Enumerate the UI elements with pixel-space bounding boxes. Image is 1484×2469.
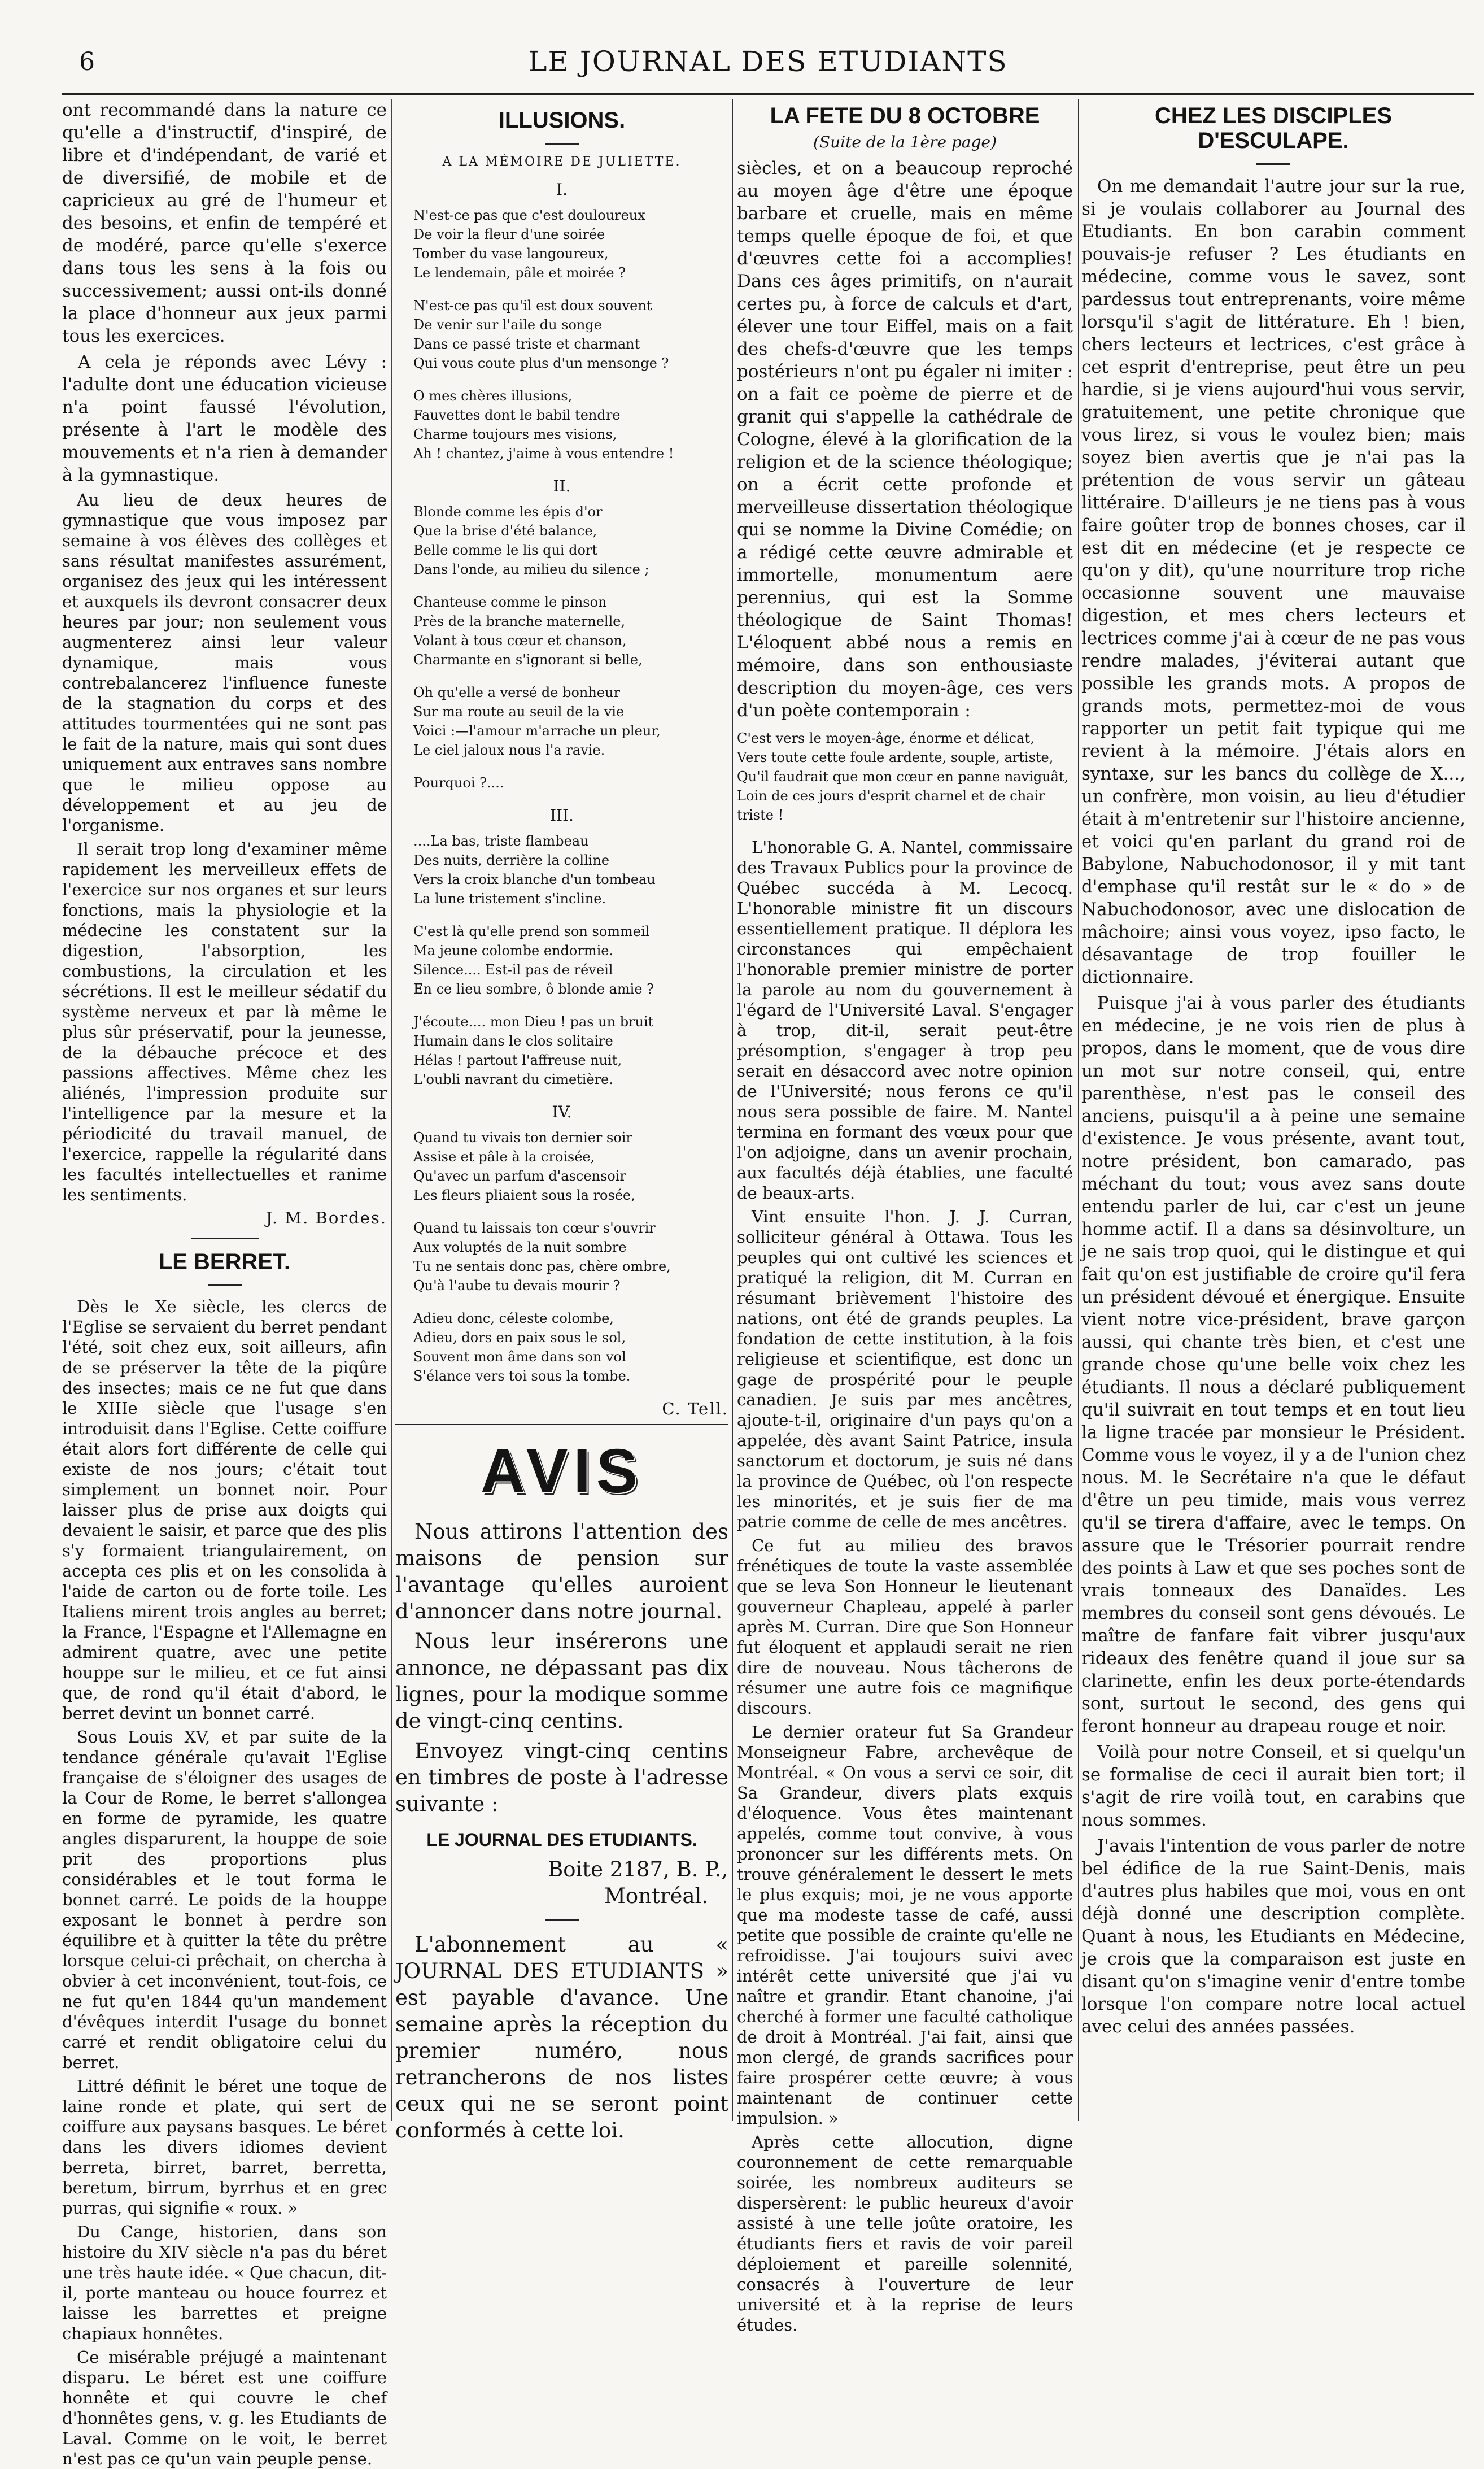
poem-stanza: N'est-ce pas que c'est douloureux De voir la fleur d'une soirée Tomber du vase langoureux, Le lendemain, pâle et moirée ? — [413, 207, 645, 281]
headline-illusions: ILLUSIONS. — [498, 108, 626, 133]
headline-fete-8-octobre: LA FETE DU 8 OCTOBRE — [770, 103, 1040, 128]
article-paragraph: ont recommandé dans la nature ce qu'elle a d'instructif, d'inspiré, de libre et d'indépendant, de varié et de diversifié, de mobile et de capricieux au gré de l'humeur et des besoins, et enfin de tempéré et de modéré, parce qu'elle s'exerce dans tous les sens à la fois ou successivement; aussi ont-ils donné la place d'honneur aux jeux parmi tous les exercices. — [62, 100, 387, 346]
verse-quote: C'est vers le moyen-âge, énorme et délicat, Vers toute cette foule ardente, souple, artiste, Qu'il faudrait que mon cœur en panne naviguât, Loin de ces jours d'esprit charnel et de chair triste ! — [737, 730, 1069, 823]
poem-stanza: Adieu donc, céleste colombe, Adieu, dors en paix sous le sol, Souvent mon âme dans son vol S'élance vers toi sous la tombe. — [413, 1310, 631, 1384]
address-city: Montréal. — [604, 1884, 709, 1908]
separator-rule — [191, 1238, 259, 1239]
notice-paragraph: Nous attirons l'attention des maisons de pension sur l'avantage qu'elles auroient d'annoncer dans notre journal. — [395, 1519, 728, 1623]
article-paragraph: Littré définit le béret une toque de laine ronde et plate, qui sert de coiffure aux paysans basques. Le béret dans les divers idiomes devient berreta, birret, barret, berretta, beretum, birrum, byrrhus et en grec purras, qui signifie « roux. » — [62, 2076, 387, 2218]
article-paragraph: Ce misérable préjugé a maintenant disparu. Le béret est une coiffure honnête et qui couvre le chef d'honnêtes gens, v. g. les Etudiants de Laval. Comme on le voit, le berret n'est pas ce qu'un vain peuple pense. — [62, 2348, 387, 2468]
poem-dedication: A LA MÉMOIRE DE JULIETTE. — [442, 155, 682, 169]
separator-rule — [395, 1424, 728, 1425]
column-rule — [732, 99, 734, 2121]
journal-address-title: LE JOURNAL DES ETUDIANTS. — [426, 1830, 697, 1850]
article-paragraph: On me demandait l'autre jour sur la rue, si je voulais collaborer au Journal des Etudiants. En bon carabin comment pouvais-je refuser ? Les étudiants en médecine, comme vous le savez, sont pardessus tout entreprenants, voire même lorsqu'il s'agit de littérature. Eh ! bien, chers lecteurs et lectrices, c'est grâce à cet esprit d'entreprise, peut être un peu hardie, si je viens aujourd'hui vous servir, gratuitement, une petite chronique que vous lirez, si vous le voulez bien; mais soyez bien avertis que je n'ai pas la prétention de vous servir un gâteau littéraire. D'ailleurs je ne tiens pas à vous faire goûter trop de bonnes choses, car il est dit en médecine (et je respecte ce qu'on y dit), qu'une nourriture trop riche occasionne souvent une mauvaise digestion, et mes chers lecteurs et lectrices comme j'ai à cœur de ne pas vous rendre malades, j'éviterai autant que possible les grands mots. A propos de grands mots, permettez-moi de vous rapporter un petit fait typique qui me revient à la mémoire. J'étais alors en syntaxe, sur les bancs du collège de X..., un confrère, mon voisin, au lieu d'étudier était à m'entretenir sur l'histoire ancienne, et voici qu'en parlant du grand roi de Babylone, Nabuchodonosor, il y mit tant d'emphase qu'il restât sur le « do » de Nabuchodonosor, avec une dislocation de mâchoire; ainsi vous voyez, ipso facto, le désavantage de trop fouiller le dictionnaire. — [1081, 176, 1465, 987]
poem-stanza: C'est là qu'elle prend son sommeil Ma jeune colombe endormie. Silence.... Est-il pas de réveil En ce lieu sombre, ô blonde amie ? — [413, 924, 654, 997]
poem-stanza: Quand tu laissais ton cœur s'ouvrir Aux voluptés de la nuit sombre Tu ne sentais donc pas, chère ombre, Qu'à l'aube tu devais mourir ? — [413, 1220, 671, 1294]
newspaper-title: LE JOURNAL DES ETUDIANTS — [528, 45, 1008, 78]
article-paragraph: Puisque j'ai à vous parler des étudiants en médecine, je ne vois rien de plus à propos, dans le moment, que de vous dire un mot sur notre conseil, qui, entre parenthèse, n'est pas le conseil des anciens, puisqu'il a à peine une semaine d'existence. Je vous présente, avant tout, notre président, bon camarado, pas méchant du tout; vous avez sans doute entendu parler de lui, car c'est un jeune homme actif. Il a dans sa désinvolture, un je ne sais trop quoi, qui le distingue et qui fait qu'on est justifiable de croire qu'il fera un président dévoué et énergique. Ensuite vient notre vice-président, brave garçon aussi, qui chante très bien, et c'est une grande chose qu'une belle voix chez les étudiants. Il nous a déclaré publiquement qu'il suivrait en tout temps et en tout lieu la ligne tracée par monsieur le Président. Comme vous le voyez, il y a de l'union chez nous. M. le Secrétaire n'a que le défaut d'être un peu timide, mais vous verrez qu'il se tirera d'affaire, avec le temps. On assure que le Trésorier pourrait rendre des points à Law et que ses poches sont de vrais tonneaux des Danaïdes. Les membres du conseil sont gens dévoués. Le maître de fanfare fait vibrer jusqu'aux rideaux des fenêtre quand il joue sur sa clarinette, enfin les deux porte-étendards sont, surtout le second, des gens qui feront honneur au drapeau rouge et noir. — [1081, 993, 1465, 1736]
column-3 — [737, 99, 1073, 2335]
column-rule — [1077, 99, 1079, 2121]
stanza-number: II. — [553, 477, 571, 495]
postal-box: Boite 2187, B. P., — [548, 1857, 728, 1882]
article-paragraph: siècles, et on a beaucoup reproché au moyen âge d'être une époque barbare et cruelle, mais en même temps quelle époque de foi, et que d'œuvres cette foi a accomplies! Dans ces âges primitifs, on n'aurait certes pu, à force de calculs et d'art, élever une tour Eiffel, mais on a fait des chefs-d'œuvre que les temps postérieurs n'ont pu égaler ni imiter : on a fait ce poème de pierre et de granit qui s'appelle la cathédrale de Cologne, élevé à la glorification de la religion et de la science théologique; on a écrit cette profonde et merveilleuse dissertation théologique qui se nomme la Divine Comédie; on a rédigé cette œuvre admirable et immortelle, monumentum aere perennius, qui est la Somme théologique de Saint Thomas! L'éloquent abbé nous a remis en mémoire, dans son enthousiaste description du moyen-âge, ces vers d'un poète contemporain : — [737, 158, 1073, 721]
separator-rule — [1256, 163, 1290, 165]
column-2 — [395, 99, 728, 2143]
column-1 — [62, 99, 387, 2468]
separator-rule — [208, 1284, 242, 1286]
article-paragraph: Après cette allocution, digne couronnement de cette remarquable soirée, les nombreux auditeurs se dispersèrent: le public heureux d'avoir assisté à une telle joûte oratoire, les étudiants fiers et ravis de voir pareil déploiement et pareille solennité, consacrés à l'ouverture de leur université et à la reprise de leurs études. — [737, 2132, 1073, 2335]
article-paragraph: A cela je réponds avec Lévy : l'adulte dont une éducation vicieuse n'a point faussé l'évolution, présente à l'art le modèle des mouvements et n'a rien à demander à la gymnastique. — [62, 352, 387, 485]
article-paragraph: Du Cange, historien, dans son histoire du XIV siècle n'a pas du béret une très haute idée. « Que chacun, dit-il, porte manteau ou houce fourrez et laisse les barrettes et preigne chapiaux honnêtes. — [62, 2222, 387, 2343]
notice-paragraph: Envoyez vingt-cinq centins en timbres de poste à l'adresse suivante : — [395, 1739, 728, 1816]
column-4 — [1081, 99, 1465, 2121]
separator-rule — [545, 143, 579, 145]
page-number: 6 — [79, 47, 95, 76]
column-rule — [391, 99, 392, 2121]
poem-stanza: J'écoute.... mon Dieu ! pas un bruit Humain dans le clos solitaire Hélas ! partout l'affreuse nuit, L'oubli navrant du cimetière. — [413, 1014, 654, 1087]
article-paragraph: Le dernier orateur fut Sa Grandeur Monseigneur Fabre, archevêque de Montréal. « On vous a servi ce soir, dit Sa Grandeur, divers plats exquis d'éloquence. Vous êtes maintenant appelés, comme tout convive, à vous prononcer sur les différents mets. On trouve généralement le dessert le mets le plus exquis; moi, je ne vous apporte que ma modeste tasse de café, aussi petite que possible de crainte qu'elle ne refroidisse. J'ai toujours suivi avec intérêt cette université que j'ai vu naître et grandir. Etant chanoine, j'ai cherché à former une faculté catholique de droit à Montréal. J'ai fait, ainsi que mon clergé, de grands sacrifices pour faire prospérer cette œuvre; à vous maintenant de continuer cette impulsion. » — [737, 1722, 1073, 2128]
poem-stanza: Quand tu vivais ton dernier soir Assise et pâle à la croisée, Qu'avec un parfum d'ascensoir Les fleurs pliaient sous la rosée, — [413, 1130, 635, 1203]
article-paragraph: Ce fut au milieu des bravos frénétiques de toute la vaste assemblée que se leva Son Honneur le lieutenant gouverneur Chapleau, appelé à parler après M. Curran. Dire que Son Honneur fut éloquent et applaudi serait ne rien dire de nouveau. Nous tâcherons de résumer une autre fois ce magnifique discours. — [737, 1536, 1073, 1718]
article-paragraph: L'honorable G. A. Nantel, commissaire des Travaux Publics pour la province de Québec succéda à M. Lecocq. L'honorable ministre fit un discours essentiellement pratique. Il déplora les circonstances qui empêchaient l'honorable premier ministre de porter la parole au nom du gouvernement à l'égard de l'Université Laval. S'engager à trop, dit-il, serait peut-être présomption, s'engager à trop peu serait en désaccord avec notre opinion de l'Université; nous ferons ce qu'il nous sera possible de faire. M. Nantel termina en formant des vœux pour que l'on adjoigne, dans un avenir prochain, aux facultés déjà établies, une faculté de beaux-arts. — [737, 838, 1073, 1203]
article-paragraph: Sous Louis XV, et par suite de la tendance générale qu'avait l'Eglise française de s'éloigner des usages de la Cour de Rome, le berret s'allongea en forme de pyramide, les quatre angles disparurent, la houppe de soie prit des proportions plus considérables et le tout forma le bonnet carré. Le poids de la houppe exposant le bonnet à perdre son équilibre et à quitter la tête du prêtre lorsque celui-ci prêchait, on chercha à obvier à cet inconvénient, tout-fois, ce ne fut qu'en 1844 qu'un mandement d'évêques interdit l'usage du bonnet carré et rendit obligatoire celui du berret. — [62, 1727, 387, 2072]
stanza-number: I. — [556, 180, 568, 199]
notice-paragraph: Nous leur insérerons une annonce, ne dépassant pas dix lignes, pour la modique somme de vingt-cinq centins. — [395, 1629, 728, 1733]
article-paragraph: J'avais l'intention de vous parler de notre bel édifice de la rue Saint-Denis, mais d'autres plus habiles que moi, vous en ont déjà donné une description complète. Quant à nous, les Etudiants en Médecine, je crois que la comparaison est juste en disant qu'on s'imagine venir d'entre tombe lorsque l'on compare notre local actuel avec celui des années passées. — [1081, 1836, 1465, 2037]
avis-headline: AVIS — [480, 1436, 644, 1506]
article-paragraph: Dès le Xe siècle, les clercs de l'Eglise se servaient du berret pendant l'été, soit chez eux, soit ailleurs, afin de se préserver la tête de la piqûre des insectes; mais ce ne fut que dans le XIIIe siècle que l'usage s'en introduisit dans l'Eglise. Cette coiffure était alors fort différente de celle qui existe de nos jours; c'était tout simplement un bonnet noir. Pour laisser plus de prise aux doigts qui devaient le saisir, et parce que des plis s'y formaient triangulairement, on accepta ces plis et on les consolida à l'aide de carton ou de forte toile. Les Italiens mirent trois angles au berret; la France, l'Espagne et l'Allemagne en admirent quatre, avec une petite houppe sur le milieu, et ce fut ainsi que, de rond qu'il était d'abord, le berret devint un bonnet carré. — [62, 1297, 387, 1723]
author-signature: J. M. Bordes. — [265, 1208, 387, 1227]
poem-stanza: Blonde comme les épis d'or Que la brise d'été balance, Belle comme le lis qui dort Dans l'onde, au milieu du silence ; — [413, 504, 649, 577]
poem-stanza: ....La bas, triste flambeau Des nuits, derrière la colline Vers la croix blanche d'un tombeau La lune tristement s'incline. — [413, 833, 656, 907]
headline-disciples-esculape: CHEZ LES DISCIPLES D'ESCULAPE. — [1154, 103, 1393, 153]
article-paragraph: Il serait trop long d'examiner même rapidement les merveilleux effets de l'exercice sur nos organes et sur leurs fonctions, mais la physiologie et la médecine les constatent sur la digestion, l'absorption, les combustions, la circulation et les sécrétions. Il est le meilleur sédatif du système nerveux et par là même le plus sûr préservatif, pour la jeunesse, de la débauche précoce et des passions affectives. Même chez les aliénés, l'impression produite sur l'intelligence par la mesure et la périodicité du travail manuel, de l'exercice, rappelle la régularité dans les facultés intellectuelles et ranime les sentiments. — [62, 839, 387, 1204]
headline-le-berret: LE BERRET. — [158, 1249, 291, 1274]
poem-stanza: Oh qu'elle a versé de bonheur Sur ma route au seuil de la vie Voici :—l'amour m'arrache un pleur, Le ciel jaloux nous l'a ravie. — [413, 685, 661, 758]
separator-rule — [545, 1919, 579, 1921]
poem-stanza: Pourquoi ?.... — [413, 775, 504, 791]
article-paragraph: Au lieu de deux heures de gymnastique que vous imposez par semaine à vos élèves des collèges et sans résultat manifestes assurément, organisez des jeux qui les intéressent et auxquels ils devront consacrer deux heures par jour; non seulement vous augmenterez ainsi leur valeur dynamique, mais vous contrebalancerez l'influence funeste de la stagnation du corps et des attitudes tourmentées qui ne sont pas le fait de la nature, mais qui sont dues uniquement aux entraves sans nombre que le milieu oppose au développement et au jeu de l'organisme. — [62, 490, 387, 835]
poem-stanza: O mes chères illusions, Fauvettes dont le babil tendre Charme toujours mes visions, Ah ! chantez, j'aime à vous entendre ! — [413, 388, 674, 461]
notice-paragraph: L'abonnement au « JOURNAL DES ETUDIANTS » est payable d'avance. Une semaine après la réception du premier numéro, nous retrancherons de nos listes ceux qui ne se seront point conformés à cette loi. — [395, 1932, 728, 2143]
masthead — [62, 40, 1474, 95]
article-paragraph: Vint ensuite l'hon. J. J. Curran, solliciteur général à Ottawa. Tous les peuples qui ont cultivé les sciences et pratiqué la religion, dit M. Curran en résumant brièvement l'histoire des nations, ont été de grands peuples. La fondation de cette institution, à la fois religieuse et scientifique, est donc un gage de prospérité pour le peuple canadien. Je suis par mes ancêtres, ajoute-t-il, originaire d'un pays qu'on a appelée, dès avant Saint Patrice, insula sanctorum et doctorum, je suis né dans la province de Québec, où l'on respecte les minorités, et je suis fier de ma patrie comme de celle de mes ancêtres. — [737, 1207, 1073, 1531]
stanza-number: III. — [549, 806, 574, 825]
article-paragraph: Voilà pour notre Conseil, et si quelqu'un se formalise de ceci il aurait bien tort; il s'agit de rire voilà tout, en carabins que nous sommes. — [1081, 1742, 1465, 1830]
poem-stanza: Chanteuse comme le pinson Près de la branche maternelle, Volant à tous cœur et chanson, Charmante en s'ignorant si belle, — [413, 594, 643, 668]
continuation-note: (Suite de la 1ère page) — [813, 133, 997, 151]
author-signature: C. Tell. — [662, 1399, 728, 1418]
stanza-number: IV. — [552, 1103, 572, 1121]
poem-stanza: N'est-ce pas qu'il est doux souvent De venir sur l'aile du songe Dans ce passé triste et charmant Qui vous coute plus d'un mensonge ? — [413, 298, 669, 371]
